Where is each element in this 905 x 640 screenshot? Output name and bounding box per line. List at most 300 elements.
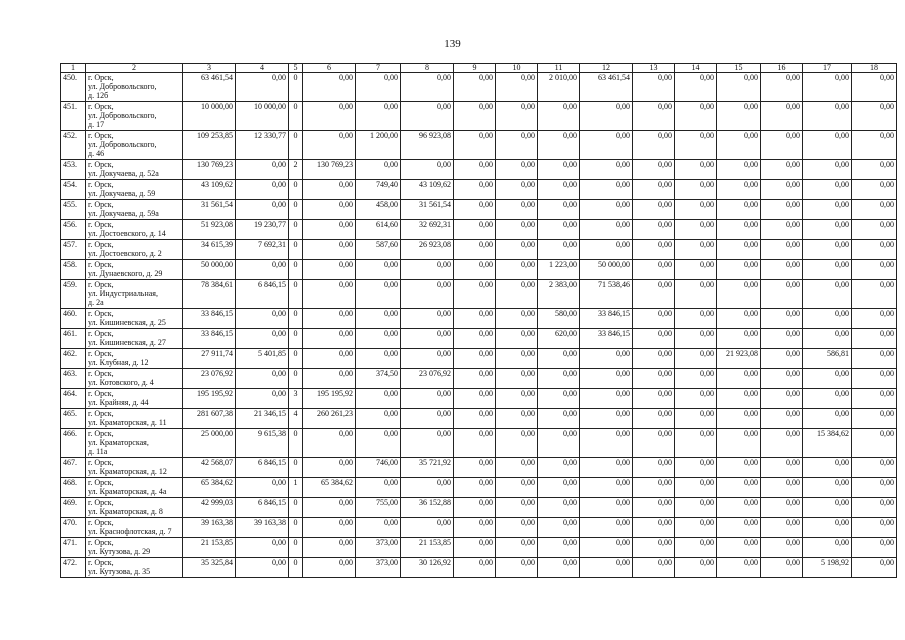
value-cell: 0,00	[454, 131, 496, 160]
value-cell: 0,00	[303, 131, 356, 160]
value-cell: 0,00	[675, 220, 717, 240]
row-number: 451.	[61, 102, 86, 131]
value-cell: 0,00	[717, 329, 761, 349]
value-cell: 63 461,54	[580, 73, 633, 102]
value-cell: 755,00	[356, 498, 401, 518]
value-cell: 0,00	[580, 160, 633, 180]
value-cell: 0,00	[538, 518, 580, 538]
value-cell: 50 000,00	[580, 260, 633, 280]
value-cell: 78 384,61	[183, 280, 236, 309]
value-cell: 0,00	[633, 160, 675, 180]
table-row	[61, 458, 897, 478]
value-cell: 0,00	[633, 498, 675, 518]
table-row	[61, 73, 897, 102]
column-header-16: 16	[761, 64, 803, 73]
value-cell: 0,00	[356, 429, 401, 458]
value-cell: 0,00	[633, 538, 675, 558]
value-cell: 6 846,15	[236, 498, 289, 518]
value-cell: 0,00	[852, 200, 897, 220]
value-cell: 0,00	[401, 409, 454, 429]
value-cell: 0,00	[761, 538, 803, 558]
value-cell: 0,00	[454, 349, 496, 369]
value-cell: 0,00	[675, 73, 717, 102]
value-cell: 587,60	[356, 240, 401, 260]
value-cell: 0,00	[236, 73, 289, 102]
value-cell: 0,00	[236, 180, 289, 200]
value-cell: 33 846,15	[580, 329, 633, 349]
value-cell: 0,00	[580, 558, 633, 578]
value-cell: 0,00	[303, 73, 356, 102]
row-number: 462.	[61, 349, 86, 369]
value-cell: 0,00	[717, 309, 761, 329]
value-cell: 35 325,84	[183, 558, 236, 578]
table-row	[61, 538, 897, 558]
value-cell: 0,00	[236, 309, 289, 329]
value-cell: 71 538,46	[580, 280, 633, 309]
table-row	[61, 518, 897, 538]
value-cell: 0,00	[761, 349, 803, 369]
value-cell: 0,00	[401, 73, 454, 102]
value-cell: 0,00	[496, 389, 538, 409]
column-header-6: 6	[303, 64, 356, 73]
value-cell: 0,00	[633, 200, 675, 220]
count-cell: 0	[289, 498, 303, 518]
value-cell: 0,00	[303, 349, 356, 369]
value-cell: 0,00	[356, 160, 401, 180]
row-number: 453.	[61, 160, 86, 180]
value-cell: 0,00	[454, 200, 496, 220]
value-cell: 43 109,62	[183, 180, 236, 200]
table-row	[61, 240, 897, 260]
value-cell: 0,00	[675, 458, 717, 478]
address-cell: г. Орск, ул. Котовского, д. 4	[86, 369, 183, 389]
value-cell: 0,00	[761, 429, 803, 458]
row-number: 458.	[61, 260, 86, 280]
value-cell: 0,00	[580, 478, 633, 498]
column-header-14: 14	[675, 64, 717, 73]
value-cell: 0,00	[717, 369, 761, 389]
value-cell: 0,00	[454, 309, 496, 329]
value-cell: 33 846,15	[183, 309, 236, 329]
value-cell: 0,00	[717, 260, 761, 280]
value-cell: 0,00	[675, 160, 717, 180]
value-cell: 19 230,77	[236, 220, 289, 240]
value-cell: 0,00	[580, 131, 633, 160]
value-cell: 0,00	[454, 180, 496, 200]
value-cell: 10 000,00	[183, 102, 236, 131]
count-cell: 0	[289, 240, 303, 260]
count-cell: 0	[289, 429, 303, 458]
value-cell: 65 384,62	[303, 478, 356, 498]
column-header-9: 9	[454, 64, 496, 73]
address-cell: г. Орск, ул. Достоевского, д. 2	[86, 240, 183, 260]
value-cell: 0,00	[675, 309, 717, 329]
value-cell: 0,00	[852, 280, 897, 309]
value-cell: 130 769,23	[183, 160, 236, 180]
value-cell: 0,00	[580, 349, 633, 369]
value-cell: 0,00	[633, 478, 675, 498]
value-cell: 0,00	[454, 102, 496, 131]
value-cell: 458,00	[356, 200, 401, 220]
value-cell: 0,00	[852, 260, 897, 280]
value-cell: 0,00	[401, 309, 454, 329]
value-cell: 0,00	[852, 458, 897, 478]
value-cell: 0,00	[633, 220, 675, 240]
value-cell: 0,00	[303, 518, 356, 538]
value-cell: 0,00	[633, 389, 675, 409]
value-cell: 0,00	[761, 180, 803, 200]
value-cell: 0,00	[356, 329, 401, 349]
value-cell: 0,00	[761, 73, 803, 102]
value-cell: 0,00	[852, 369, 897, 389]
value-cell: 0,00	[761, 220, 803, 240]
value-cell: 2 010,00	[538, 73, 580, 102]
column-header-12: 12	[580, 64, 633, 73]
header-row	[61, 64, 897, 73]
value-cell: 0,00	[496, 160, 538, 180]
value-cell: 0,00	[761, 329, 803, 349]
value-cell: 0,00	[580, 200, 633, 220]
value-cell: 0,00	[803, 240, 852, 260]
value-cell: 0,00	[717, 220, 761, 240]
value-cell: 0,00	[717, 180, 761, 200]
value-cell: 39 163,38	[236, 518, 289, 538]
value-cell: 0,00	[717, 102, 761, 131]
value-cell: 42 999,03	[183, 498, 236, 518]
value-cell: 0,00	[803, 200, 852, 220]
value-cell: 0,00	[303, 429, 356, 458]
value-cell: 614,60	[356, 220, 401, 240]
count-cell: 4	[289, 409, 303, 429]
value-cell: 0,00	[454, 518, 496, 538]
column-header-11: 11	[538, 64, 580, 73]
value-cell: 0,00	[803, 220, 852, 240]
value-cell: 0,00	[633, 102, 675, 131]
count-cell: 0	[289, 329, 303, 349]
value-cell: 0,00	[303, 498, 356, 518]
count-cell: 2	[289, 160, 303, 180]
value-cell: 0,00	[675, 538, 717, 558]
value-cell: 0,00	[538, 538, 580, 558]
value-cell: 0,00	[496, 329, 538, 349]
value-cell: 10 000,00	[236, 102, 289, 131]
address-cell: г. Орск, ул. Краснофлотская, д. 7	[86, 518, 183, 538]
value-cell: 0,00	[580, 458, 633, 478]
value-cell: 0,00	[852, 309, 897, 329]
value-cell: 0,00	[303, 102, 356, 131]
column-header-10: 10	[496, 64, 538, 73]
value-cell: 0,00	[401, 260, 454, 280]
value-cell: 586,81	[803, 349, 852, 369]
value-cell: 0,00	[496, 180, 538, 200]
value-cell: 0,00	[633, 409, 675, 429]
row-number: 460.	[61, 309, 86, 329]
value-cell: 260 261,23	[303, 409, 356, 429]
value-cell: 130 769,23	[303, 160, 356, 180]
value-cell: 0,00	[675, 409, 717, 429]
value-cell: 21 923,08	[717, 349, 761, 369]
value-cell: 0,00	[496, 518, 538, 538]
count-cell: 3	[289, 389, 303, 409]
value-cell: 0,00	[852, 349, 897, 369]
value-cell: 0,00	[717, 498, 761, 518]
value-cell: 0,00	[454, 329, 496, 349]
value-cell: 0,00	[236, 538, 289, 558]
value-cell: 0,00	[580, 429, 633, 458]
value-cell: 0,00	[538, 220, 580, 240]
data-table	[60, 63, 897, 578]
value-cell: 0,00	[580, 369, 633, 389]
value-cell: 0,00	[538, 180, 580, 200]
row-number: 459.	[61, 280, 86, 309]
value-cell: 0,00	[496, 200, 538, 220]
value-cell: 0,00	[761, 458, 803, 478]
value-cell: 374,50	[356, 369, 401, 389]
value-cell: 0,00	[496, 409, 538, 429]
count-cell: 0	[289, 458, 303, 478]
row-number: 461.	[61, 329, 86, 349]
value-cell: 0,00	[675, 349, 717, 369]
value-cell: 65 384,62	[183, 478, 236, 498]
value-cell: 0,00	[454, 558, 496, 578]
address-cell: г. Орск, ул. Кишиневская, д. 27	[86, 329, 183, 349]
value-cell: 0,00	[236, 260, 289, 280]
address-cell: г. Орск, ул. Докучаева, д. 59а	[86, 200, 183, 220]
value-cell: 0,00	[675, 329, 717, 349]
value-cell: 0,00	[803, 389, 852, 409]
value-cell: 0,00	[454, 160, 496, 180]
value-cell: 0,00	[717, 518, 761, 538]
value-cell: 0,00	[538, 558, 580, 578]
value-cell: 0,00	[852, 429, 897, 458]
row-number: 472.	[61, 558, 86, 578]
column-header-8: 8	[401, 64, 454, 73]
value-cell: 749,40	[356, 180, 401, 200]
value-cell: 0,00	[675, 260, 717, 280]
value-cell: 0,00	[633, 329, 675, 349]
value-cell: 0,00	[852, 329, 897, 349]
value-cell: 0,00	[496, 240, 538, 260]
value-cell: 0,00	[236, 369, 289, 389]
table-row	[61, 131, 897, 160]
value-cell: 0,00	[675, 131, 717, 160]
value-cell: 373,00	[356, 558, 401, 578]
value-cell: 0,00	[717, 389, 761, 409]
value-cell: 0,00	[303, 369, 356, 389]
count-cell: 0	[289, 102, 303, 131]
value-cell: 0,00	[633, 369, 675, 389]
value-cell: 0,00	[303, 329, 356, 349]
value-cell: 0,00	[496, 498, 538, 518]
count-cell: 0	[289, 518, 303, 538]
value-cell: 0,00	[633, 309, 675, 329]
value-cell: 0,00	[303, 280, 356, 309]
value-cell: 0,00	[496, 478, 538, 498]
value-cell: 0,00	[803, 309, 852, 329]
table-row	[61, 498, 897, 518]
value-cell: 35 721,92	[401, 458, 454, 478]
value-cell: 0,00	[356, 389, 401, 409]
value-cell: 0,00	[401, 478, 454, 498]
value-cell: 0,00	[717, 131, 761, 160]
value-cell: 0,00	[303, 458, 356, 478]
value-cell: 27 911,74	[183, 349, 236, 369]
value-cell: 0,00	[761, 478, 803, 498]
value-cell: 0,00	[852, 409, 897, 429]
value-cell: 0,00	[717, 409, 761, 429]
value-cell: 0,00	[852, 102, 897, 131]
value-cell: 23 076,92	[183, 369, 236, 389]
value-cell: 5 198,92	[803, 558, 852, 578]
column-header-18: 18	[852, 64, 897, 73]
value-cell: 21 153,85	[401, 538, 454, 558]
value-cell: 50 000,00	[183, 260, 236, 280]
count-cell: 0	[289, 200, 303, 220]
value-cell: 0,00	[454, 389, 496, 409]
value-cell: 0,00	[675, 429, 717, 458]
column-header-5: 5	[289, 64, 303, 73]
value-cell: 0,00	[454, 280, 496, 309]
row-number: 456.	[61, 220, 86, 240]
value-cell: 0,00	[496, 73, 538, 102]
value-cell: 0,00	[580, 220, 633, 240]
value-cell: 0,00	[852, 131, 897, 160]
value-cell: 0,00	[356, 260, 401, 280]
value-cell: 0,00	[580, 498, 633, 518]
value-cell: 0,00	[761, 102, 803, 131]
value-cell: 2 383,00	[538, 280, 580, 309]
value-cell: 0,00	[356, 309, 401, 329]
value-cell: 0,00	[761, 409, 803, 429]
value-cell: 0,00	[303, 309, 356, 329]
count-cell: 0	[289, 180, 303, 200]
value-cell: 1 200,00	[356, 131, 401, 160]
count-cell: 0	[289, 280, 303, 309]
value-cell: 63 461,54	[183, 73, 236, 102]
table-row	[61, 409, 897, 429]
address-cell: г. Орск, ул. Кишиневская, д. 25	[86, 309, 183, 329]
value-cell: 620,00	[538, 329, 580, 349]
value-cell: 0,00	[496, 309, 538, 329]
address-cell: г. Орск, ул. Дунаевского, д. 29	[86, 260, 183, 280]
value-cell: 0,00	[852, 518, 897, 538]
value-cell: 0,00	[303, 240, 356, 260]
value-cell: 0,00	[633, 558, 675, 578]
row-number: 465.	[61, 409, 86, 429]
column-header-15: 15	[717, 64, 761, 73]
value-cell: 0,00	[496, 102, 538, 131]
value-cell: 0,00	[538, 389, 580, 409]
value-cell: 0,00	[803, 180, 852, 200]
value-cell: 0,00	[803, 478, 852, 498]
value-cell: 195 195,92	[303, 389, 356, 409]
value-cell: 0,00	[454, 240, 496, 260]
column-header-1: 1	[61, 64, 86, 73]
value-cell: 0,00	[675, 280, 717, 309]
value-cell: 0,00	[496, 369, 538, 389]
row-number: 471.	[61, 538, 86, 558]
value-cell: 0,00	[454, 498, 496, 518]
column-header-4: 4	[236, 64, 289, 73]
value-cell: 32 692,31	[401, 220, 454, 240]
value-cell: 0,00	[633, 260, 675, 280]
value-cell: 0,00	[356, 280, 401, 309]
value-cell: 0,00	[717, 429, 761, 458]
table-row	[61, 260, 897, 280]
value-cell: 0,00	[803, 131, 852, 160]
value-cell: 0,00	[401, 389, 454, 409]
address-cell: г. Орск, ул. Краматорская, д. 8	[86, 498, 183, 518]
value-cell: 580,00	[538, 309, 580, 329]
table-row	[61, 349, 897, 369]
value-cell: 0,00	[538, 458, 580, 478]
table-row	[61, 329, 897, 349]
value-cell: 0,00	[633, 429, 675, 458]
table-row	[61, 160, 897, 180]
count-cell: 0	[289, 73, 303, 102]
value-cell: 43 109,62	[401, 180, 454, 200]
table-row	[61, 369, 897, 389]
value-cell: 0,00	[401, 102, 454, 131]
value-cell: 0,00	[580, 102, 633, 131]
value-cell: 0,00	[356, 478, 401, 498]
value-cell: 0,00	[717, 240, 761, 260]
row-number: 463.	[61, 369, 86, 389]
value-cell: 0,00	[675, 389, 717, 409]
value-cell: 0,00	[717, 73, 761, 102]
value-cell: 0,00	[761, 389, 803, 409]
value-cell: 0,00	[401, 349, 454, 369]
address-cell: г. Орск, ул. Индустриальная, д. 2а	[86, 280, 183, 309]
value-cell: 0,00	[538, 349, 580, 369]
address-cell: г. Орск, ул. Докучаева, д. 59	[86, 180, 183, 200]
count-cell: 0	[289, 260, 303, 280]
value-cell: 0,00	[401, 429, 454, 458]
table-row	[61, 389, 897, 409]
count-cell: 0	[289, 220, 303, 240]
value-cell: 9 615,38	[236, 429, 289, 458]
address-cell: г. Орск, ул. Добровольского, д. 46	[86, 131, 183, 160]
value-cell: 0,00	[761, 309, 803, 329]
address-cell: г. Орск, ул. Краматорская, д. 11	[86, 409, 183, 429]
value-cell: 0,00	[803, 498, 852, 518]
value-cell: 0,00	[852, 160, 897, 180]
value-cell: 25 000,00	[183, 429, 236, 458]
value-cell: 30 126,92	[401, 558, 454, 578]
value-cell: 26 923,08	[401, 240, 454, 260]
value-cell: 34 615,39	[183, 240, 236, 260]
value-cell: 0,00	[538, 200, 580, 220]
value-cell: 0,00	[236, 200, 289, 220]
value-cell: 0,00	[538, 102, 580, 131]
value-cell: 0,00	[401, 160, 454, 180]
value-cell: 0,00	[303, 538, 356, 558]
value-cell: 0,00	[236, 478, 289, 498]
value-cell: 0,00	[852, 389, 897, 409]
value-cell: 15 384,62	[803, 429, 852, 458]
value-cell: 0,00	[675, 369, 717, 389]
value-cell: 0,00	[356, 518, 401, 538]
value-cell: 0,00	[580, 389, 633, 409]
value-cell: 0,00	[761, 369, 803, 389]
row-number: 454.	[61, 180, 86, 200]
value-cell: 0,00	[675, 558, 717, 578]
value-cell: 0,00	[717, 558, 761, 578]
value-cell: 0,00	[454, 538, 496, 558]
table-row	[61, 200, 897, 220]
value-cell: 0,00	[633, 349, 675, 369]
address-cell: г. Орск, ул. Краматорская, д. 4а	[86, 478, 183, 498]
